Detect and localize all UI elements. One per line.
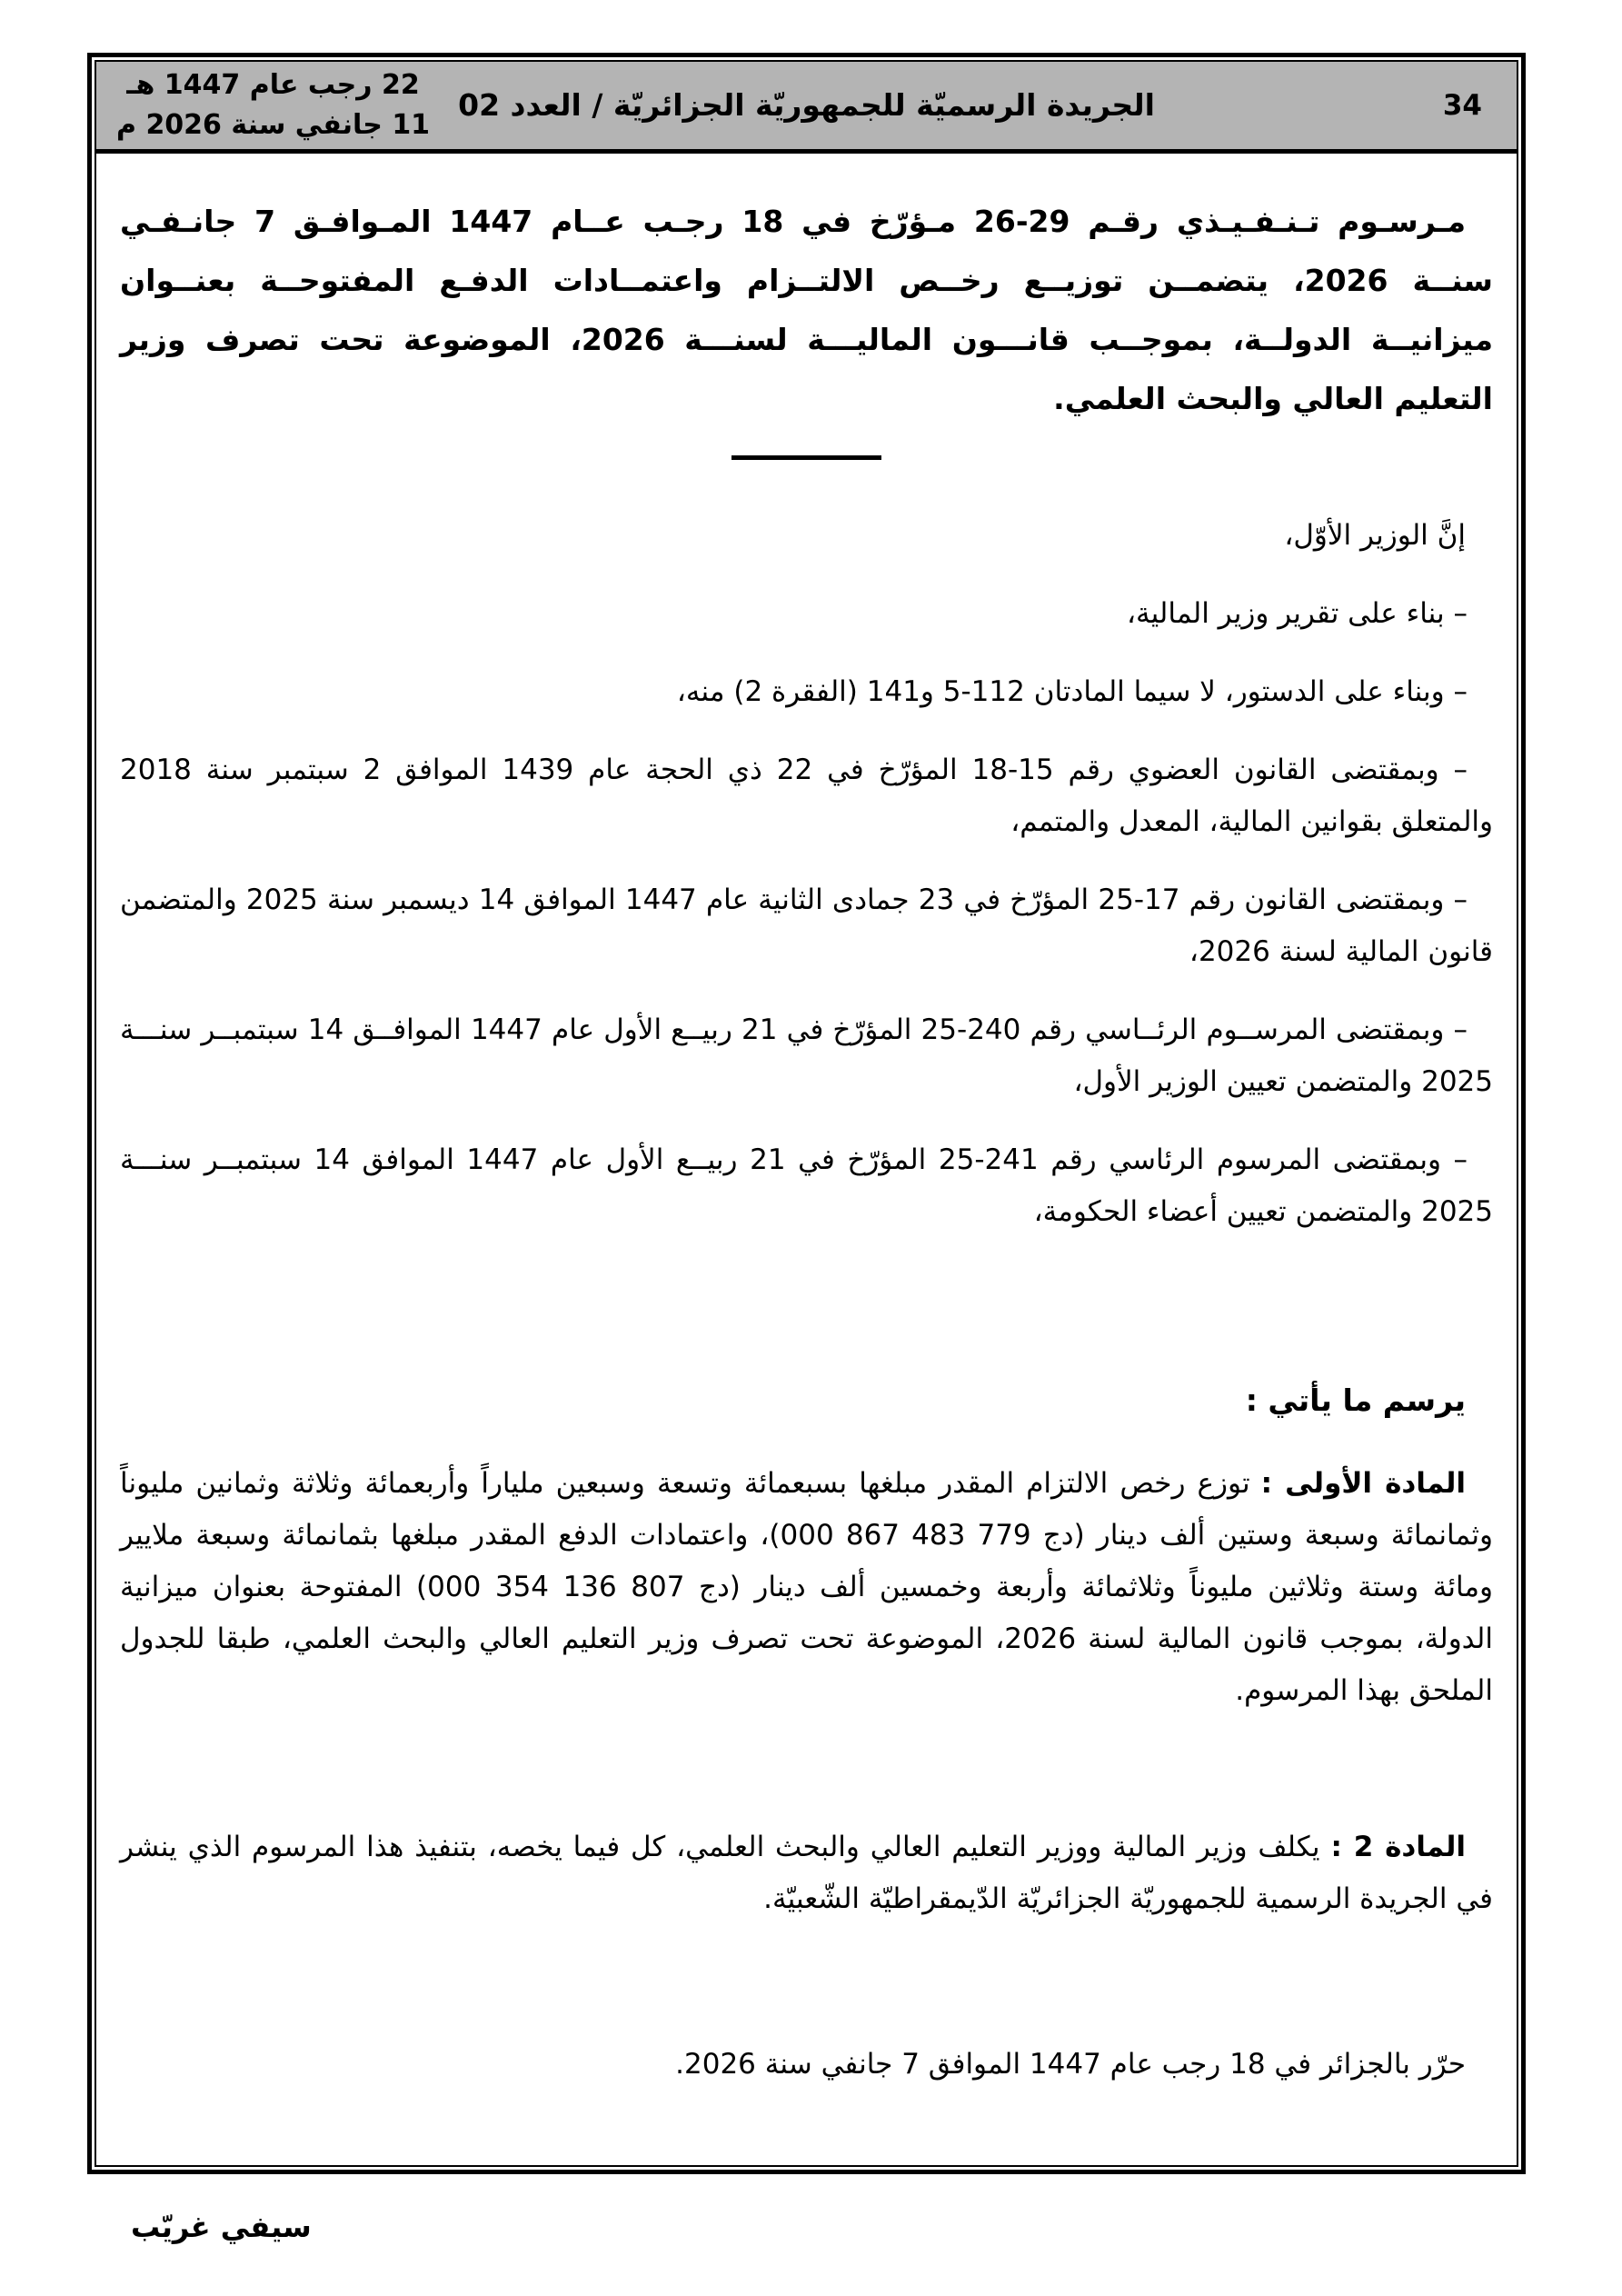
page-number: 34 (1442, 89, 1482, 122)
issued-at-line: حرّر بالجزائر في 18 رجب عام 1447 الموافق 7 جانفي سنة 2026. (675, 2048, 1466, 2081)
signature: سيفي غريّب (131, 2210, 312, 2244)
visa-item: – وبمقتضى القانون رقم 17-25 المؤرّخ في 23 جمادى الثانية عام 1447 الموافق 14 ديسمبر سنة 2025 والمتضمن قانون المالية لسنة 2026، (120, 883, 1493, 968)
article-2-lead: المادة 2 : (1330, 1831, 1466, 1863)
page-frame-inner (95, 60, 1518, 2244)
visa-item: – وبمقتضى القانون العضوي رقم 15-18 المؤرّخ في 22 ذي الحجة عام 1439 الموافق 2 سبتمبر سنة 2018 والمتعلق بقوانين المالية، المعدل والمتمم، (120, 754, 1493, 838)
masthead-band (96, 62, 1517, 154)
visa-item: – وبناء على الدستور، لا سيما المادتان 112-5 و141 (الفقرة 2) منه، (676, 675, 1468, 708)
journal-title: الجريدة الرسميّة للجمهوريّة الجزائريّة / العدد 02 (458, 87, 1155, 123)
gregorian-date: 11 جانفي سنة 2026 م (116, 109, 431, 141)
decree-content (96, 192, 1517, 2253)
decree-title: مـرسـوم تـنـفـيـذي رقـم 29-26 مـؤرّخ في 18 رجـب عــام 1447 المـوافـق 7 جانـفـي سنــة 2026، يتضمــن توزيــع رخــص الالتــزام واعتمــادات الدفـع المفتوحــة بعنــوان ميزانيــة الدولــة، بموجــب قانـــون الماليـــة لسنـــة 2026، الموضوعة تحت تصرف وزير التعليم العالي والبحث العلمي. (120, 204, 1493, 416)
visa-item: – وبمقتضى المرســوم الرئــاسي رقم 240-25 المؤرّخ في 21 ربيــع الأول عام 1447 الموافــق 14 سبتمبــر سنـــة 2025 والمتضمن تعيين الوزير الأول، (120, 1013, 1493, 1098)
visa-item: – وبمقتضى المرسوم الرئاسي رقم 241-25 المؤرّخ في 21 ربيــع الأول عام 1447 الموافق 14 سبتمبــر سنـــة 2025 والمتضمن تعيين أعضاء الحكومة، (120, 1143, 1493, 1228)
article-2 (120, 1822, 1493, 1925)
page-frame (87, 53, 1526, 2244)
visa-item: – بناء على تقرير وزير المالية، (1126, 597, 1468, 630)
preamble-intro: إنَّ الوزير الأوّل، (1284, 519, 1466, 552)
article-1-body: توزع رخص الالتزام المقدر مبلغها بسبعمائة وتسعة وسبعين ملياراً وأربعمائة وثلاثة وثمانين مليوناً وثمانمائة وسبعة وستين ألف دينار (دج 779 483 867 000)، واعتمادات الدفع المقدر مبلغها بثمانمائة وسبعة ملايير ومائة وستة وثلاثين مليوناً وثلاثمائة وأربعة وخمسين ألف دينار (دج 807 136 354 000) المفتوحة بعنوان ميزانية الدولة، بموجب قانون المالية لسنة 2026، الموضوعة تحت تصرف وزير التعليم العالي والبحث العلمي، طبقا للجدول الملحق بهذا المرسوم. (120, 1467, 1494, 1707)
article-2-body: يكلف وزير المالية ووزير التعليم العالي والبحث العلمي، كل فيما يخصه، بتنفيذ هذا المرسوم الذي ينشر في الجريدة الرسمية للجمهوريّة الجزائريّة الدّيمقراطيّة الشّعبيّة. (120, 1831, 1493, 1915)
section-divider (731, 455, 881, 460)
article-1 (120, 1458, 1493, 1717)
enact-clause: يرسم ما يأتي : (1245, 1383, 1466, 1418)
hijri-date: 22 رجب عام 1447 هـ (126, 69, 420, 101)
article-1-lead: المادة الأولى : (1260, 1467, 1466, 1500)
